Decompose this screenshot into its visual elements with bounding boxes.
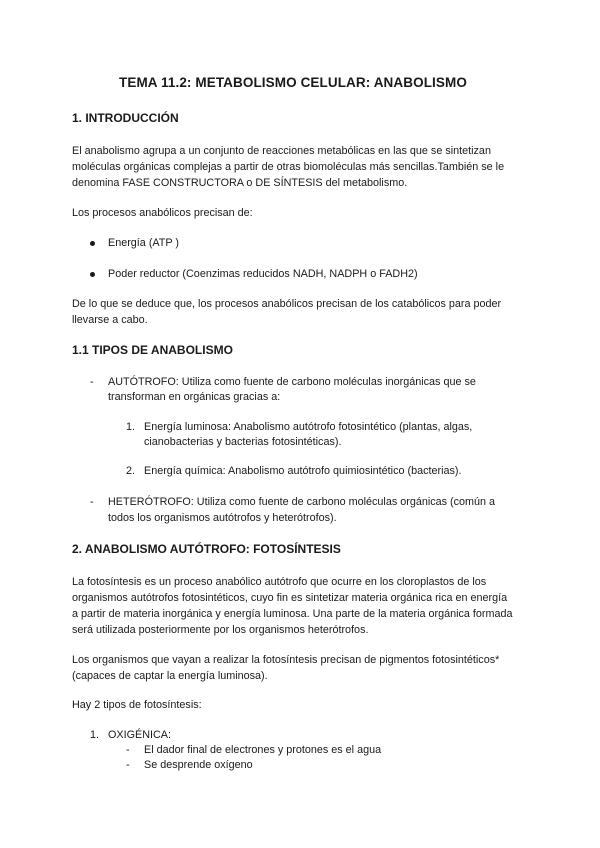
paragraph-line: organismos autótrofos fotosintéticos, cuyo fin es sintetizar materia orgánica rica en energía <box>72 592 508 604</box>
heading-introduccion: 1. INTRODUCCIÓN <box>72 111 179 125</box>
list-item-autotrofo: AUTÓTROFO: Utiliza como fuente de carbono moléculas inorgánicas que se <box>108 376 476 388</box>
list-item-heterotrofo: todos los organismos autótrofos y heterótrofos). <box>108 512 337 524</box>
list-item-autotrofo: transforman en orgánicas gracias a: <box>108 391 281 403</box>
dash-marker: - <box>90 496 94 508</box>
paragraph-line: El anabolismo agrupa a un conjunto de reacciones metabólicas en las que se sintetizan <box>72 145 491 157</box>
list-item-heterotrofo: HETERÓTROFO: Utiliza como fuente de carbono moléculas orgánicas (común a <box>108 496 496 508</box>
numbered-marker: 1. <box>90 729 100 741</box>
sub-list-item: Se desprende oxígeno <box>144 759 253 771</box>
paragraph-line: La fotosíntesis es un proceso anabólico autótrofo que ocurre en los cloroplastos de los <box>72 576 487 588</box>
paragraph-line: Hay 2 tipos de fotosíntesis: <box>72 699 202 711</box>
paragraph-line: será utilizada posteriormente por los organismos heterótrofos. <box>72 624 369 636</box>
dash-marker: - <box>126 759 130 771</box>
paragraph-line: denomina FASE CONSTRUCTORA o DE SÍNTESIS del metabolismo. <box>72 177 408 189</box>
numbered-item: Energía luminosa: Anabolismo autótrofo fotosintético (plantas, algas, <box>144 421 473 433</box>
numbered-marker: 1. <box>126 421 136 433</box>
paragraph-line: llevarse a cabo. <box>72 314 148 326</box>
numbered-item: cianobacterias y bacterias fotosintéticas). <box>144 436 342 448</box>
heading-tipos-anabolismo: 1.1 TIPOS DE ANABOLISMO <box>72 343 233 357</box>
bullet-marker <box>90 272 95 277</box>
paragraph-line: De lo que se deduce que, los procesos anabólicos precisan de los catabólicos para poder <box>72 298 502 310</box>
numbered-item: Energía química: Anabolismo autótrofo quimiosintético (bacterias). <box>144 465 462 477</box>
paragraph-line: (capaces de captar la energía luminosa). <box>72 670 268 682</box>
bullet-marker <box>90 241 95 246</box>
list-item: Poder reductor (Coenzimas reducidos NADH, NADPH o FADH2) <box>108 268 418 280</box>
numbered-item-oxigenica: OXIGÉNICA: <box>108 729 171 741</box>
paragraph-line: Los procesos anabólicos precisan de: <box>72 207 253 219</box>
paragraph-line: Los organismos que vayan a realizar la fotosíntesis precisan de pigmentos fotosintéticos* <box>72 654 500 666</box>
page-title: TEMA 11.2: METABOLISMO CELULAR: ANABOLISMO <box>119 75 467 90</box>
sub-list-item: El dador final de electrones y protones es el agua <box>144 744 382 756</box>
list-item: Energía (ATP ) <box>108 237 180 249</box>
paragraph-line: moléculas orgánicas complejas a partir de otras biomoléculas más sencillas.También se le <box>72 161 505 173</box>
numbered-marker: 2. <box>126 465 136 477</box>
paragraph-line: a partir de materia inorgánica y energía luminosa. Una parte de la materia orgánica formada <box>72 608 513 620</box>
dash-marker: - <box>126 744 130 756</box>
heading-fotosintesis: 2. ANABOLISMO AUTÓTROFO: FOTOSÍNTESIS <box>72 542 341 556</box>
dash-marker: - <box>90 376 94 388</box>
